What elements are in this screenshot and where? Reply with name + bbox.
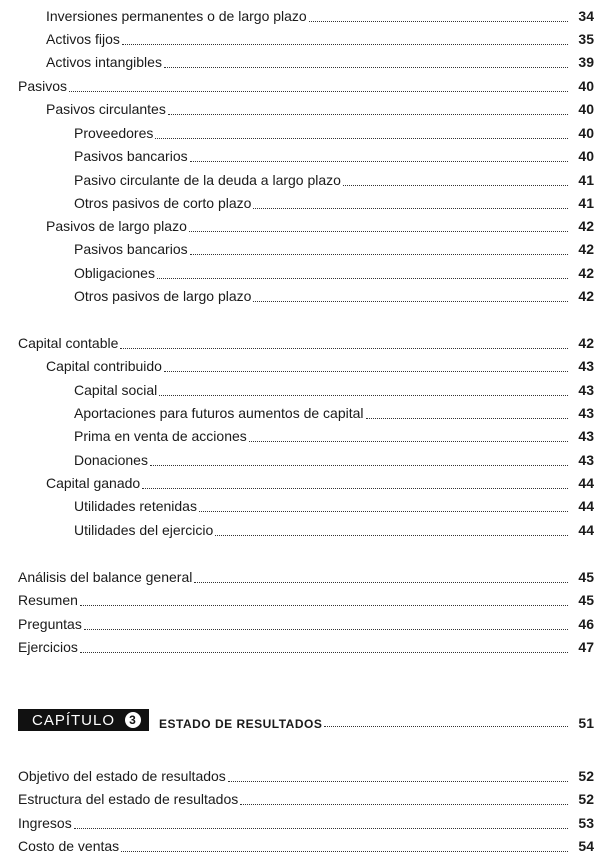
- leader-dots: [366, 417, 568, 419]
- toc-entry-page: 43: [578, 382, 594, 398]
- toc-entry-title: Pasivos circulantes: [46, 101, 166, 117]
- toc-entry[interactable]: [0, 167, 600, 189]
- leader-dots: [190, 160, 568, 162]
- toc-entry[interactable]: [0, 143, 600, 165]
- toc-entry-page: 42: [578, 218, 594, 234]
- toc-entry-page: 43: [578, 428, 594, 444]
- leader-dots: [240, 803, 568, 805]
- toc-entry-title: Capital contable: [18, 335, 119, 351]
- toc-entry-title: Proveedores: [74, 125, 154, 141]
- chapter-label: CAPÍTULO: [32, 711, 116, 729]
- toc-entry-title: Aportaciones para futuros aumentos de capital: [74, 405, 364, 421]
- chapter-badge: [18, 709, 149, 731]
- toc-entry[interactable]: [0, 26, 600, 48]
- leader-dots: [253, 207, 568, 209]
- leader-dots: [155, 137, 568, 139]
- toc-entry-page: 45: [578, 569, 594, 585]
- toc-entry[interactable]: [0, 236, 600, 258]
- leader-dots: [253, 300, 568, 302]
- toc-entry-title: Ejercicios: [18, 639, 78, 655]
- toc-entry-page: 42: [578, 335, 594, 351]
- toc-entry-title: Activos fijos: [46, 31, 120, 47]
- toc-entry-title: Objetivo del estado de resultados: [18, 768, 226, 784]
- toc-entry-page: 35: [578, 31, 594, 47]
- toc-entry[interactable]: [0, 190, 600, 212]
- toc-entry[interactable]: [0, 377, 600, 399]
- leader-dots: [142, 487, 568, 489]
- chapter-number-badge: 3: [125, 712, 141, 728]
- toc-entry-page: 40: [578, 148, 594, 164]
- toc-entry-title: Prima en venta de acciones: [74, 428, 247, 444]
- toc-entry[interactable]: [0, 634, 600, 656]
- toc-entry-title: Resumen: [18, 592, 78, 608]
- toc-entry[interactable]: [0, 447, 600, 469]
- toc-entry-page: 52: [578, 768, 594, 784]
- chapter-heading[interactable]: [0, 707, 600, 731]
- toc-entry[interactable]: [0, 49, 600, 71]
- toc-entry-title: Preguntas: [18, 616, 82, 632]
- leader-dots: [168, 113, 568, 115]
- toc-entry-title: Activos intangibles: [46, 54, 162, 70]
- toc-entry-page: 41: [578, 172, 594, 188]
- toc-entry[interactable]: [0, 353, 600, 375]
- toc-entry-page: 42: [578, 265, 594, 281]
- leader-dots: [69, 90, 568, 92]
- leader-dots: [159, 394, 568, 396]
- toc-entry[interactable]: [0, 283, 600, 305]
- toc-entry-title: Pasivo circulante de la deuda a largo plazo: [74, 172, 341, 188]
- toc-entry-page: 40: [578, 125, 594, 141]
- toc-entry-title: Análisis del balance general: [18, 569, 193, 585]
- leader-dots: [215, 534, 568, 536]
- toc-entry-title: Otros pasivos de largo plazo: [74, 288, 252, 304]
- leader-dots: [164, 370, 568, 372]
- leader-dots: [84, 628, 568, 630]
- toc-entry-page: 53: [578, 815, 594, 831]
- leader-dots: [164, 66, 568, 68]
- toc-entry-title: Estructura del estado de resultados: [18, 791, 239, 807]
- leader-dots: [121, 850, 568, 852]
- toc-entry-page: 42: [578, 288, 594, 304]
- toc-entry[interactable]: [0, 330, 600, 352]
- leader-dots: [324, 725, 568, 727]
- toc-entry-page: 54: [578, 838, 594, 854]
- toc-entry-title: Pasivos: [18, 78, 68, 94]
- toc-entry-title: Capital social: [74, 382, 158, 398]
- toc-entry-title: Costo de ventas: [18, 838, 120, 854]
- toc-entry-page: 45: [578, 592, 594, 608]
- toc-entry-page: 44: [578, 498, 594, 514]
- toc-entry[interactable]: [0, 73, 600, 95]
- toc-entry-title: Utilidades del ejercicio: [74, 522, 214, 538]
- leader-dots: [120, 347, 568, 349]
- toc-entry[interactable]: [0, 833, 600, 855]
- toc-entry[interactable]: [0, 470, 600, 492]
- leader-dots: [150, 464, 568, 466]
- toc-entry-page: 42: [578, 241, 594, 257]
- toc-entry-page: 40: [578, 101, 594, 117]
- toc-entry[interactable]: [0, 493, 600, 515]
- leader-dots: [122, 43, 568, 45]
- toc-entry[interactable]: [0, 423, 600, 445]
- leader-dots: [228, 780, 568, 782]
- toc-entry-title: Otros pasivos de corto plazo: [74, 195, 252, 211]
- leader-dots: [343, 184, 568, 186]
- leader-dots: [309, 20, 568, 22]
- toc-entry[interactable]: [0, 213, 600, 235]
- toc-entry[interactable]: [0, 260, 600, 282]
- toc-entry-title: Inversiones permanentes o de largo plazo: [46, 8, 307, 24]
- toc-entry[interactable]: [0, 3, 600, 25]
- leader-dots: [80, 651, 568, 653]
- toc-entry-title: Capital ganado: [46, 475, 141, 491]
- toc-entry-page: 46: [578, 616, 594, 632]
- leader-dots: [249, 440, 568, 442]
- toc-entry-page: 39: [578, 54, 594, 70]
- toc-entry-title: Pasivos de largo plazo: [46, 218, 187, 234]
- toc-entry-page: 34: [578, 8, 594, 24]
- leader-dots: [199, 510, 568, 512]
- toc-entry[interactable]: [0, 96, 600, 118]
- toc-entry-title: Pasivos bancarios: [74, 148, 188, 164]
- toc-entry-title: Utilidades retenidas: [74, 498, 197, 514]
- leader-dots: [189, 230, 568, 232]
- toc-entry-page: 41: [578, 195, 594, 211]
- chapter-page: 51: [578, 715, 594, 731]
- toc-entry-title: Pasivos bancarios: [74, 241, 188, 257]
- leader-dots: [194, 581, 568, 583]
- leader-dots: [80, 604, 568, 606]
- toc-entry[interactable]: [0, 120, 600, 142]
- toc-entry-title: Donaciones: [74, 452, 148, 468]
- toc-entry-title: Obligaciones: [74, 265, 155, 281]
- toc-entry[interactable]: [0, 786, 600, 808]
- chapter-title: ESTADO DE RESULTADOS: [159, 717, 323, 731]
- toc-entry[interactable]: [0, 517, 600, 539]
- toc-entry-page: 44: [578, 475, 594, 491]
- toc-entry-page: 52: [578, 791, 594, 807]
- toc-entry-page: 47: [578, 639, 594, 655]
- toc-entry[interactable]: [0, 587, 600, 609]
- toc-entry[interactable]: [0, 611, 600, 633]
- toc-entry-title: Ingresos: [18, 815, 72, 831]
- toc-entry-title: Capital contribuido: [46, 358, 162, 374]
- toc-entry-page: 43: [578, 405, 594, 421]
- toc-entry[interactable]: [0, 810, 600, 832]
- toc-entry-page: 43: [578, 358, 594, 374]
- toc-entry[interactable]: [0, 564, 600, 586]
- leader-dots: [190, 253, 568, 255]
- toc-entry[interactable]: [0, 763, 600, 785]
- toc-entry[interactable]: [0, 400, 600, 422]
- toc-entry-page: 40: [578, 78, 594, 94]
- toc-entry-page: 44: [578, 522, 594, 538]
- toc-entry-page: 43: [578, 452, 594, 468]
- leader-dots: [74, 827, 568, 829]
- leader-dots: [157, 277, 568, 279]
